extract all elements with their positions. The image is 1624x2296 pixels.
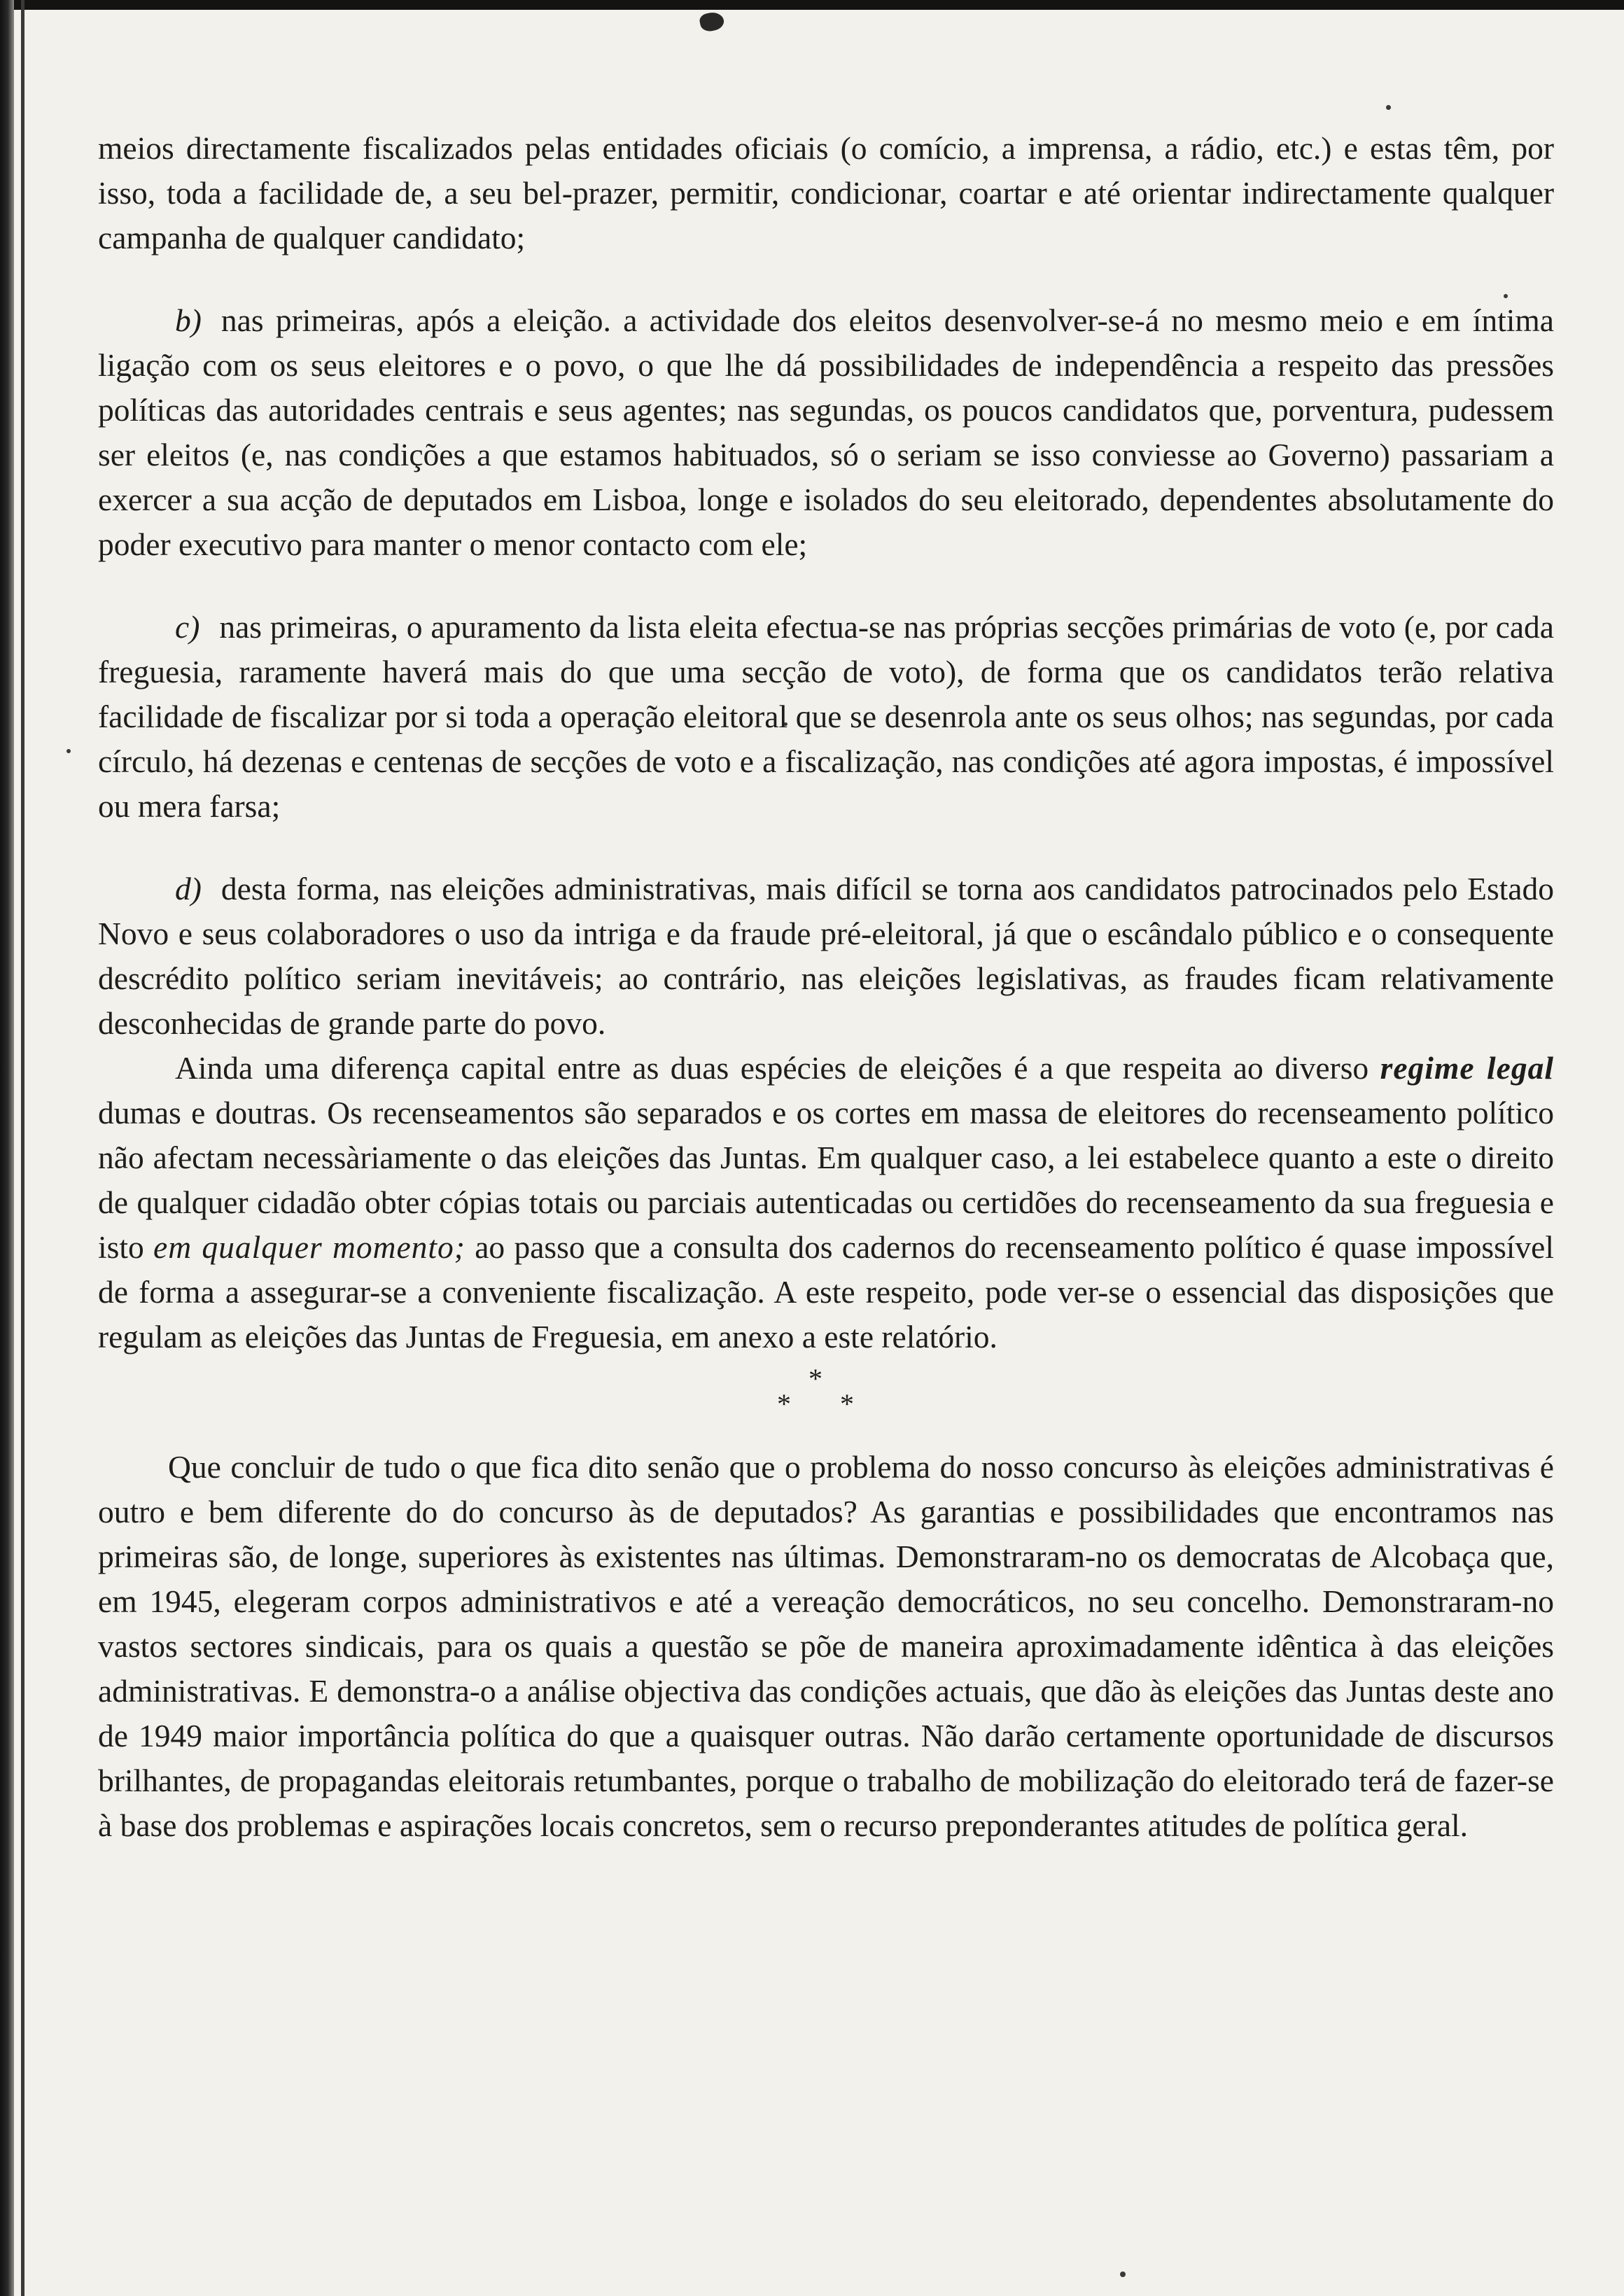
ainda-text-1: Ainda uma diferença capital entre as duas espécies de eleições é a que respeita ao diverso bbox=[175, 1050, 1369, 1086]
document-page bbox=[98, 126, 1554, 1848]
paper-speck bbox=[66, 749, 71, 753]
paragraph-ainda bbox=[98, 1046, 1554, 1359]
item-text-c: nas primeiras, o apuramento da lista eleita efectua-se nas próprias secções primárias de voto (e, por cada freguesia, raramente haverá mais do que uma secção de voto), de forma que os candidatos terão relativa facilidade de fiscalizar por si toda a operação eleitoral que se desenrola ante os seus olhos; nas segundas, por cada círculo, há dezenas e centenas de secções de voto e a fiscalização, nas condições até agora impostas, é impossível ou mera farsa; bbox=[98, 609, 1554, 824]
paragraph-c bbox=[98, 605, 1554, 829]
ainda-emphasis-regime-legal: regime legal bbox=[1380, 1050, 1555, 1086]
paragraph-final: Que concluir de tudo o que fica dito senão que o problema do nosso concurso às eleições administrativas é outro e bem diferente do do concurso às de deputados? As garantias e possibilidades que encontramos nas primeiras são, de longe, superiores às existentes nas últimas. Demonstraram-no os democratas de Alcobaça que, em 1945, elegeram corpos administrativos e até a vereação democráticos, no seu concelho. Demonstraram-no vastos sectores sindicais, para os quais a questão se põe de maneira aproximadamente idêntica à das eleições administrativas. E demonstra-o a análise objectiva das condições actuais, que dão às eleições das Juntas deste ano de 1949 maior importância política do que a quaisquer outras. Não darão certamente oportunidade de discursos brilhantes, de propagandas eleitorais retumbantes, porque o trabalho de mobilização do eleitorado terá de fazer-se à base dos problemas e aspirações locais concretos, sem o recurso preponderantes atitudes de política geral. bbox=[98, 1449, 1554, 1843]
top-border-rule bbox=[0, 0, 1624, 10]
item-label-c: c) bbox=[175, 609, 200, 645]
separator-asterisk-top: * bbox=[808, 1363, 844, 1394]
item-label-b: b) bbox=[175, 302, 202, 338]
section-separator bbox=[98, 1363, 1554, 1420]
paragraph-b bbox=[98, 298, 1554, 567]
separator-asterisks-bottom: * * bbox=[777, 1388, 875, 1420]
paper-speck bbox=[1120, 2272, 1126, 2277]
ainda-emphasis-em-qualquer-momento: em qualquer momento; bbox=[153, 1229, 465, 1265]
item-text-b: nas primeiras, após a eleição. a actividade dos eleitos desenvolver-se-á no mesmo meio e em íntima ligação com os seus eleitores e o povo, o que lhe dá possibilidades de independência a respeito das pressões políticas das autoridades centrais e seus agentes; nas segundas, os poucos candidatos que, porventura, pudessem ser eleitos (e, nas condições a que estamos habituados, só o seriam se isso conviesse ao Governo) passariam a exercer a sua acção de deputados em Lisboa, longe e isolados do seu eleitorado, dependentes absolutamente do poder executivo para manter o menor contacto com ele; bbox=[98, 302, 1554, 562]
paragraph-intro: meios directamente fiscalizados pelas entidades oficiais (o comício, a imprensa, a rádio, etc.) e estas têm, por isso, toda a facilidade de, a seu bel-prazer, permitir, condicionar, coartar e até orientar indirectamente qualquer campanha de qualquer candidato; bbox=[98, 130, 1554, 255]
item-text-d: desta forma, nas eleições administrativas, mais difícil se torna aos candidatos patrocinados pelo Estado Novo e seus colaboradores o uso da intriga e da fraude pré-eleitoral, já que o escândalo público e o consequente descrédito político seriam inevitáveis; ao contrário, nas eleições legislativas, as fraudes ficam relativamente desconhecidas de grande parte do povo. bbox=[98, 871, 1554, 1041]
ink-smudge bbox=[699, 10, 726, 34]
left-binding-line bbox=[21, 0, 24, 2296]
left-border-rule bbox=[0, 0, 14, 2296]
ainda-text-2: dumas e doutras. Os recenseamentos são separados e os cortes em massa de eleitores do recenseamento político não afectam necessàriamente o das eleições das Juntas. Em qualquer caso, a lei estabelece quanto a este o direito de qualquer cidadão obter cópias totais ou parciais autenticadas ou certidões do recenseamento da sua freguesia e isto bbox=[98, 1095, 1554, 1265]
paper-speck bbox=[1386, 105, 1391, 110]
ainda-text-3: ao passo que a consulta dos cadernos do recenseamento político é quase impossível de forma a assegurar-se a conveniente fiscalização. A este respeito, pode ver-se o essencial das disposições que regulam as eleições das Juntas de Freguesia, em anexo a este relatório. bbox=[98, 1229, 1555, 1354]
paragraph-d bbox=[98, 867, 1554, 1046]
item-label-d: d) bbox=[175, 871, 202, 906]
